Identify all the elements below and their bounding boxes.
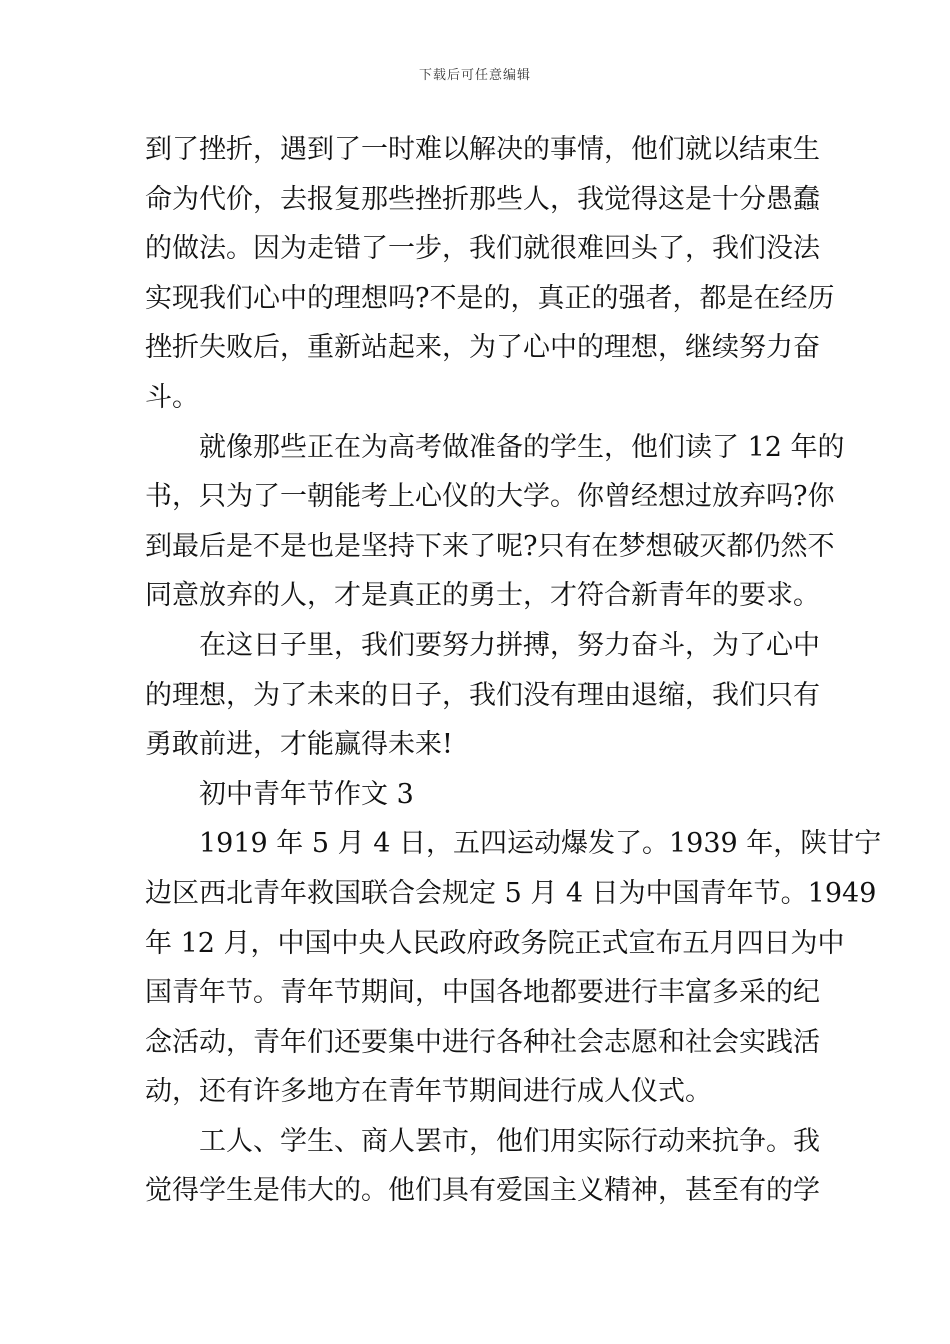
section-heading xyxy=(145,770,807,820)
text-line: 到了挫折，遇到了一时难以解决的事情，他们就以结束生 xyxy=(145,134,820,165)
text-line: 实现我们心中的理想吗?不是的，真正的强者，都是在经历 xyxy=(145,282,835,314)
text-line: 边区西北青年救国联合会规定 5 月 4 日为中国青年节。1949 xyxy=(145,877,877,909)
paragraph xyxy=(145,621,820,770)
text-line: 到最后是不是也是坚持下来了呢?只有在梦想破灭都仍然不 xyxy=(145,530,835,562)
text-line: 工人、学生、商人罢市，他们用实际行动来抗争。我 xyxy=(199,1125,820,1157)
paragraph xyxy=(145,423,845,621)
text-line: 书，只为了一朝能考上心仪的大学。你曾经想过放弃吗?你 xyxy=(145,481,835,513)
text-line: 勇敢前进，才能赢得未来! xyxy=(145,729,453,761)
page-header: 下载后可任意编辑 xyxy=(418,68,531,83)
text-line: 动，还有许多地方在青年节期间进行成人仪式。 xyxy=(145,1076,712,1108)
paragraph xyxy=(145,819,882,1117)
text-line: 的理想，为了未来的日子，我们没有理由退缩，我们只有 xyxy=(145,679,820,711)
text-line: 念活动，青年们还要集中进行各种社会志愿和社会实践活 xyxy=(145,1026,820,1058)
text-line: 同意放弃的人，才是真正的勇士，才符合新青年的要求。 xyxy=(145,580,820,612)
paragraph xyxy=(145,125,835,423)
text-line: 命为代价，去报复那些挫折那些人，我觉得这是十分愚蠢 xyxy=(145,183,820,215)
document-body xyxy=(145,125,882,1216)
text-line: 挫折失败后，重新站起来，为了心中的理想，继续努力奋 xyxy=(145,332,820,364)
text-line: 初中青年节作文 3 xyxy=(199,778,414,810)
text-line: 觉得学生是伟大的。他们具有爱国主义精神，甚至有的学 xyxy=(145,1175,820,1207)
text-line: 1919 年 5 月 4 日，五四运动爆发了。1939 年，陕甘宁 xyxy=(199,828,882,860)
text-line: 国青年节。青年节期间，中国各地都要进行丰富多采的纪 xyxy=(145,977,820,1009)
text-line: 在这日子里，我们要努力拼搏，努力奋斗，为了心中 xyxy=(199,629,820,661)
paragraph xyxy=(145,1117,820,1216)
text-line: 的做法。因为走错了一步，我们就很难回头了，我们没法 xyxy=(145,233,820,265)
text-line: 就像那些正在为高考做准备的学生，他们读了 12 年的 xyxy=(199,431,845,463)
text-line: 年 12 月，中国中央人民政府政务院正式宣布五月四日为中 xyxy=(145,927,845,959)
text-line: 斗。 xyxy=(145,381,199,413)
